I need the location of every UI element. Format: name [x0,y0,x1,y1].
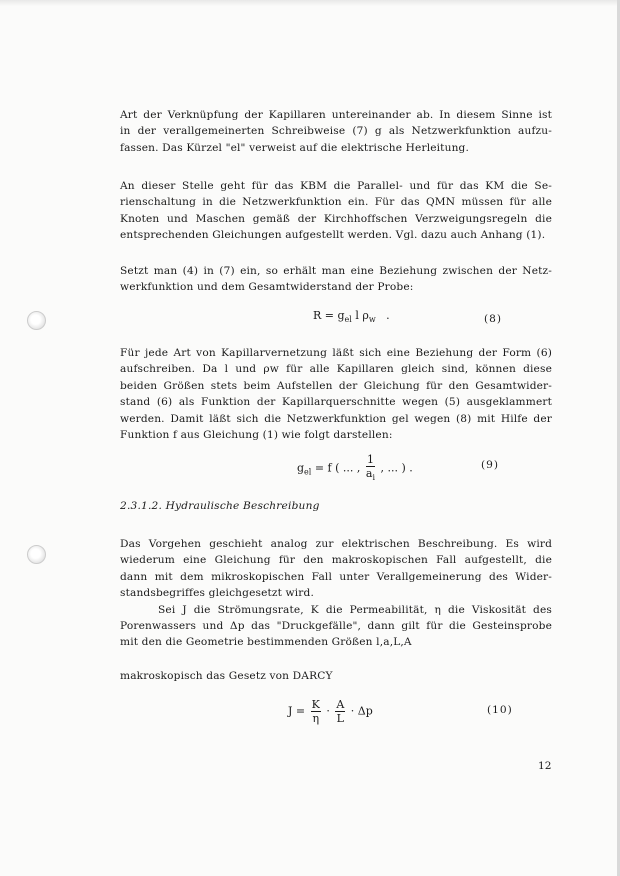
eq8-rho-subscript: w [368,315,376,324]
eq8-mid: l ρ [351,309,369,322]
text-line: rienschaltung in die Netzwerkfunktion ein. Für das QMN müssen für alle [120,196,552,209]
paragraph-darcy-intro [120,668,552,684]
eq8-tail: . [375,309,390,322]
equation-10 [288,698,373,725]
text-line: entsprechenden Gleichungen aufgestellt werden. Vgl. dazu auch Anhang (1). [120,229,546,242]
text-line: Das Vorgehen geschieht analog zur elektrischen Beschreibung. Es wird [120,538,552,550]
text-line: Art der Verknüpfung der Kapillaren untereinander ab. In diesem Sinne ist [120,109,552,121]
page-top-shadow [0,0,620,6]
punch-hole [27,311,46,330]
paragraph-substitution [120,263,552,296]
equation-number-8: (8) [484,313,503,325]
eq9-lhs: g [297,461,305,475]
text-line: Porenwassers und Δp das "Druckgefälle", dann gilt für die Gesteinsprobe [120,620,552,633]
text-line: aufschreiben. Da l und ρw für alle Kapillaren gleich sind, können diese [120,363,552,376]
eq10-dot: · [326,704,330,718]
text-line: dann mit dem mikroskopischen Fall unter Verallgemeinerung des Wider- [120,570,552,583]
eq8-lhs: R = g [313,309,345,322]
text-line: in der verallgemeinerten Schreibweise (7) g als Netzwerkfunktion aufzu- [120,125,552,138]
eq9-denominator [366,467,375,484]
text-line: Setzt man (4) in (7) ein, so erhält man eine Beziehung zwischen der Netz- [120,265,552,277]
text-line: werden. Damit läßt sich die Netzwerkfunktion gel wegen (8) mit Hilfe der [120,412,552,425]
text-line: wiederum eine Gleichung für den makroskopischen Fall aufgestellt, die [120,554,552,567]
eq10-lhs: J = [288,704,306,718]
eq10-frac1-numerator: K [311,698,320,711]
eq9-rhs-end: , ... ) . [380,461,413,475]
equation-number-10: (10) [487,704,513,716]
eq9-rhs-start: = f ( ... , [311,461,361,475]
equation-number-9: (9) [481,459,500,471]
text-line: An dieser Stelle geht für das KBM die Parallel- und für das KM die Se- [120,180,552,192]
text-line: fassen. Das Kürzel "el" verweist auf die elektrische Herleitung. [120,141,469,154]
equation-9 [297,453,413,484]
eq10-tail: Δp [357,704,373,718]
eq9-fraction [366,453,375,484]
text-line: standsbegriffes gleichgesetzt wird. [120,587,314,600]
eq10-fraction-a-l [335,698,345,725]
page-number: 12 [538,760,552,772]
eq9-lhs-subscript: el [304,467,312,477]
text-line: mit den die Geometrie bestimmenden Größen l,a,L,A [120,636,412,649]
text-line: Sei J die Strömungsrate, K die Permeabilität, η die Viskosität des [158,603,552,616]
punch-hole [27,545,46,564]
text-line: Für jede Art von Kapillarvernetzung läßt sich eine Beziehung der Form (6) [120,347,552,359]
text-line: Funktion f aus Gleichung (1) wie folgt darstellen: [120,429,393,442]
eq10-frac1-denominator: η [312,712,320,725]
paragraph-circuit-models [120,178,552,244]
paragraph-network-function [120,107,552,156]
equation-8 [313,309,390,324]
eq10-dot: · [350,704,355,718]
eq8-lhs-subscript: el [344,315,352,324]
text-line: makroskopisch das Gesetz von DARCY [120,670,333,682]
section-heading: 2.3.1.2. Hydraulische Beschreibung [120,500,320,512]
eq9-denominator-subscript: i [372,473,376,482]
eq9-denominator-base: a [365,467,373,480]
eq10-fraction-k-eta [311,698,321,725]
text-line: stand (6) als Funktion der Kapillarquerschnitte wegen (5) ausgeklammert [120,396,552,409]
eq10-frac2-numerator: A [336,698,345,711]
text-line: beiden Größen stets beim Aufstellen der Gleichung für den Gesamtwider- [120,379,552,392]
paragraph-capillary-networks [120,345,552,443]
eq10-frac2-denominator: L [336,712,344,725]
eq9-numerator: 1 [366,453,374,466]
paragraph-hydraulic-description [120,536,552,651]
text-line: Knoten und Maschen gemäß der Kirchhoffschen Verzweigungsregeln die [120,212,552,225]
text-line: werkfunktion und dem Gesamtwiderstand der Probe: [120,281,414,294]
